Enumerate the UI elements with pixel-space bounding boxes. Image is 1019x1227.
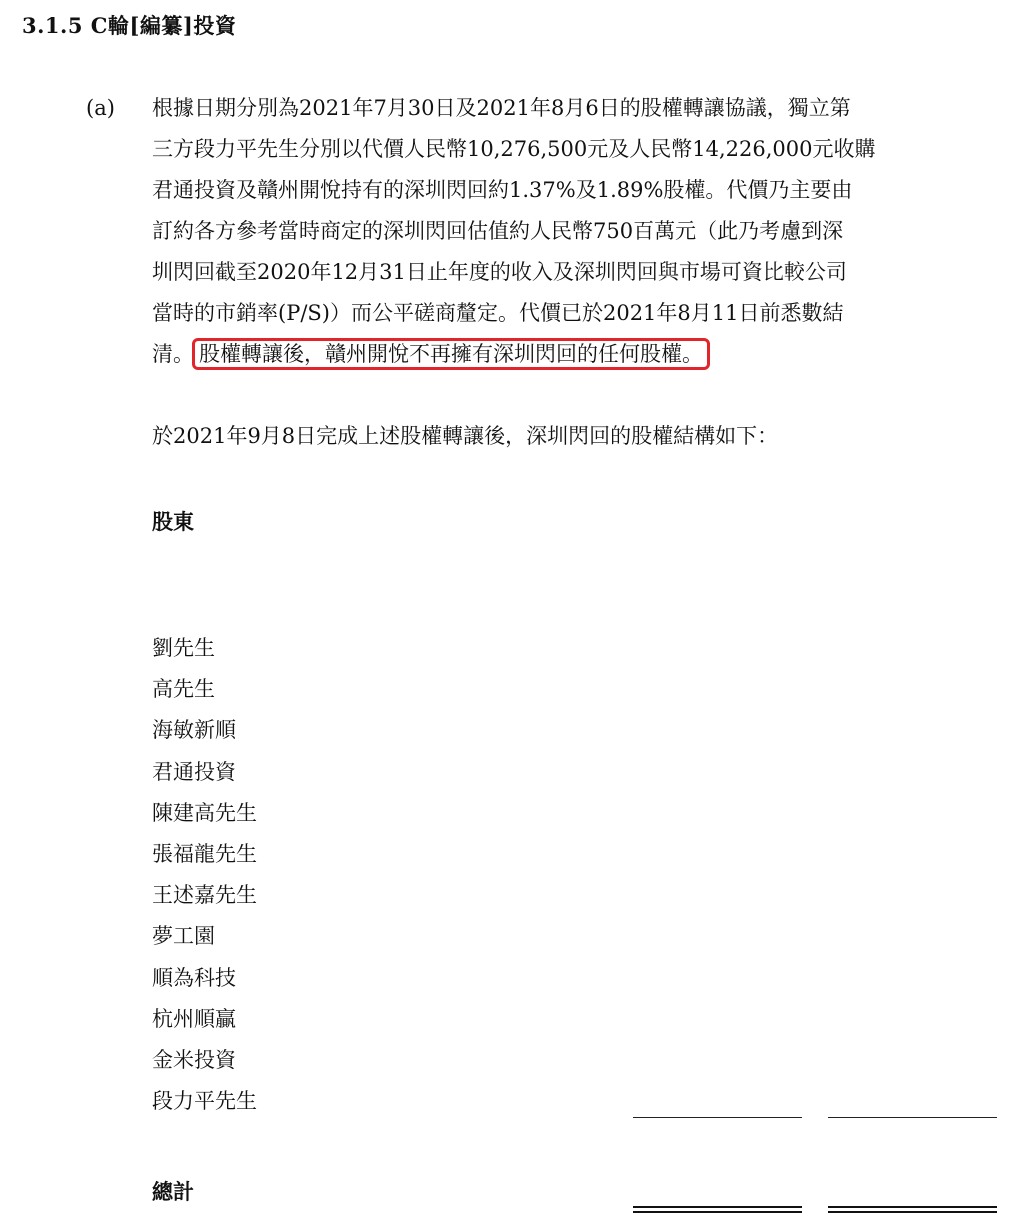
item-label: (a) [86,96,115,120]
shareholder-name: 張福龍先生 [152,842,257,866]
shareholder-name: 夢工園 [152,924,215,948]
paragraph-line-prefix: 清。 [152,342,194,366]
highlighted-sentence: 股權轉讓後，贛州開悅不再擁有深圳閃回的任何股權。 [192,338,710,370]
paragraph-a [152,88,1002,375]
shareholder-name: 王述嘉先生 [152,883,257,907]
section-heading: 3.1.5 C輪[編纂]投資 [22,13,237,38]
paragraph-line: 當時的市銷率(P/S)）而公平磋商釐定。代價已於2021年8月11日前悉數結 [152,301,844,325]
shareholder-name: 金米投資 [152,1048,236,1072]
paragraph-line: 訂約各方參考當時商定的深圳閃回估值約人民幣750百萬元（此乃考慮到深 [152,219,844,243]
shareholder-name: 君通投資 [152,760,236,784]
paragraph-line: 三方段力平先生分別以代價人民幣10,276,500元及人民幣14,226,000元收購 [152,137,876,161]
paragraph-line-last [152,334,1002,375]
subtotal-rule-capital [633,1117,802,1118]
paragraph-line: 根據日期分別為2021年7月30日及2021年8月6日的股權轉讓協議，獨立第 [152,96,851,120]
total-double-rule-pct [828,1206,997,1213]
shareholder-name: 高先生 [152,677,215,701]
shareholder-name: 陳建高先生 [152,801,257,825]
paragraph-line: 君通投資及贛州開悅持有的深圳閃回約1.37%及1.89%股權。代價乃主要由 [152,178,853,202]
subtotal-rule-pct [828,1117,997,1118]
total-label: 總計 [152,1179,194,1204]
shareholder-name: 海敏新順 [152,718,236,742]
header-shareholder: 股東 [152,509,194,534]
shareholder-name: 杭州順贏 [152,1007,236,1031]
table-intro: 於2021年9月8日完成上述股權轉讓後，深圳閃回的股權結構如下： [152,424,779,448]
shareholder-name: 劉先生 [152,636,215,660]
shareholder-name: 段力平先生 [152,1089,257,1113]
paragraph-line: 圳閃回截至2020年12月31日止年度的收入及深圳閃回與市場可資比較公司 [152,260,847,284]
shareholder-name: 順為科技 [152,966,236,990]
total-double-rule-capital [633,1206,802,1213]
